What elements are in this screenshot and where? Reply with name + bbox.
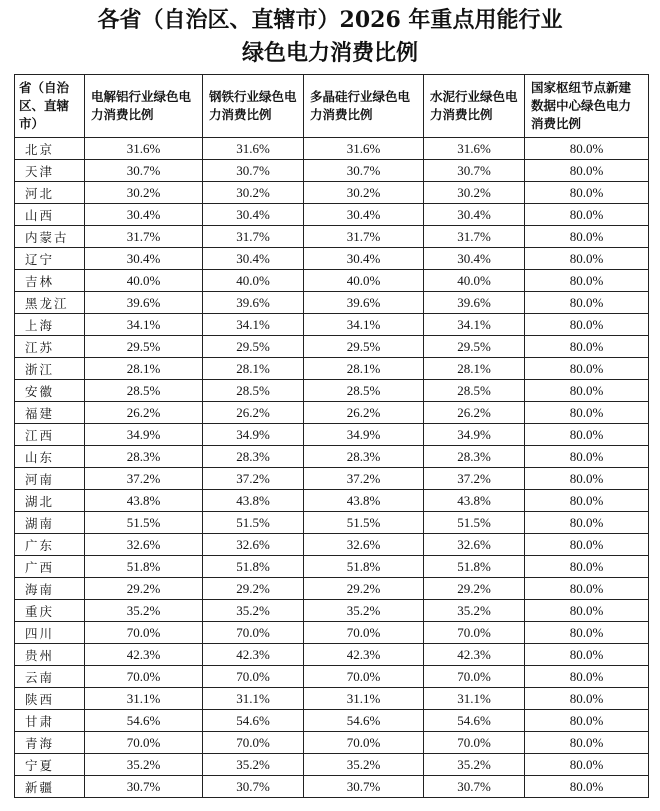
cement-cell: 30.4% bbox=[424, 204, 525, 226]
data-center-cell: 80.0% bbox=[525, 182, 649, 204]
table-row bbox=[15, 556, 649, 578]
table-row bbox=[15, 402, 649, 424]
data-center-cell: 80.0% bbox=[525, 380, 649, 402]
steel-cell: 30.7% bbox=[203, 160, 304, 182]
cement-cell: 35.2% bbox=[424, 600, 525, 622]
cement-cell: 26.2% bbox=[424, 402, 525, 424]
polysilicon-cell: 39.6% bbox=[304, 292, 424, 314]
aluminum-cell: 30.4% bbox=[85, 248, 203, 270]
province-cell: 安徽 bbox=[15, 380, 85, 402]
province-cell: 辽宁 bbox=[15, 248, 85, 270]
aluminum-cell: 34.9% bbox=[85, 424, 203, 446]
table-row bbox=[15, 578, 649, 600]
table-row bbox=[15, 710, 649, 732]
cement-cell: 42.3% bbox=[424, 644, 525, 666]
steel-cell: 28.3% bbox=[203, 446, 304, 468]
cement-cell: 29.2% bbox=[424, 578, 525, 600]
table-row bbox=[15, 468, 649, 490]
steel-cell: 30.7% bbox=[203, 776, 304, 798]
table-row bbox=[15, 138, 649, 160]
cement-cell: 37.2% bbox=[424, 468, 525, 490]
cement-cell: 70.0% bbox=[424, 732, 525, 754]
province-cell: 山西 bbox=[15, 204, 85, 226]
steel-cell: 70.0% bbox=[203, 622, 304, 644]
table-row bbox=[15, 732, 649, 754]
polysilicon-cell: 51.8% bbox=[304, 556, 424, 578]
data-center-cell: 80.0% bbox=[525, 666, 649, 688]
cement-cell: 30.7% bbox=[424, 776, 525, 798]
aluminum-cell: 29.2% bbox=[85, 578, 203, 600]
steel-cell: 39.6% bbox=[203, 292, 304, 314]
data-center-cell: 80.0% bbox=[525, 490, 649, 512]
polysilicon-cell: 30.7% bbox=[304, 160, 424, 182]
aluminum-cell: 28.5% bbox=[85, 380, 203, 402]
polysilicon-cell: 30.4% bbox=[304, 248, 424, 270]
polysilicon-cell: 35.2% bbox=[304, 754, 424, 776]
table-row bbox=[15, 666, 649, 688]
cement-cell: 30.4% bbox=[424, 248, 525, 270]
cement-cell: 39.6% bbox=[424, 292, 525, 314]
aluminum-cell: 30.7% bbox=[85, 160, 203, 182]
steel-cell: 28.5% bbox=[203, 380, 304, 402]
aluminum-cell: 70.0% bbox=[85, 666, 203, 688]
header-province: 省（自治区、直辖市） bbox=[15, 75, 85, 138]
table-row bbox=[15, 688, 649, 710]
polysilicon-cell: 43.8% bbox=[304, 490, 424, 512]
steel-cell: 35.2% bbox=[203, 600, 304, 622]
polysilicon-cell: 70.0% bbox=[304, 732, 424, 754]
data-center-cell: 80.0% bbox=[525, 314, 649, 336]
data-center-cell: 80.0% bbox=[525, 138, 649, 160]
data-center-cell: 80.0% bbox=[525, 468, 649, 490]
data-center-cell: 80.0% bbox=[525, 644, 649, 666]
cement-cell: 29.5% bbox=[424, 336, 525, 358]
province-cell: 湖北 bbox=[15, 490, 85, 512]
table-row bbox=[15, 512, 649, 534]
header-polysilicon: 多晶硅行业绿色电力消费比例 bbox=[304, 75, 424, 138]
polysilicon-cell: 34.1% bbox=[304, 314, 424, 336]
steel-cell: 42.3% bbox=[203, 644, 304, 666]
aluminum-cell: 42.3% bbox=[85, 644, 203, 666]
cement-cell: 51.5% bbox=[424, 512, 525, 534]
steel-cell: 28.1% bbox=[203, 358, 304, 380]
data-center-cell: 80.0% bbox=[525, 622, 649, 644]
province-cell: 广西 bbox=[15, 556, 85, 578]
cement-cell: 28.1% bbox=[424, 358, 525, 380]
cement-cell: 51.8% bbox=[424, 556, 525, 578]
aluminum-cell: 34.1% bbox=[85, 314, 203, 336]
steel-cell: 51.8% bbox=[203, 556, 304, 578]
table-row bbox=[15, 754, 649, 776]
table-row bbox=[15, 490, 649, 512]
aluminum-cell: 54.6% bbox=[85, 710, 203, 732]
data-center-cell: 80.0% bbox=[525, 292, 649, 314]
data-center-cell: 80.0% bbox=[525, 424, 649, 446]
table-row bbox=[15, 644, 649, 666]
steel-cell: 26.2% bbox=[203, 402, 304, 424]
steel-cell: 29.2% bbox=[203, 578, 304, 600]
steel-cell: 30.4% bbox=[203, 248, 304, 270]
data-center-cell: 80.0% bbox=[525, 534, 649, 556]
aluminum-cell: 28.3% bbox=[85, 446, 203, 468]
data-center-cell: 80.0% bbox=[525, 512, 649, 534]
table-row bbox=[15, 204, 649, 226]
table-row bbox=[15, 776, 649, 798]
polysilicon-cell: 34.9% bbox=[304, 424, 424, 446]
steel-cell: 70.0% bbox=[203, 732, 304, 754]
data-center-cell: 80.0% bbox=[525, 754, 649, 776]
steel-cell: 40.0% bbox=[203, 270, 304, 292]
cement-cell: 34.9% bbox=[424, 424, 525, 446]
data-center-cell: 80.0% bbox=[525, 160, 649, 182]
province-cell: 陕西 bbox=[15, 688, 85, 710]
steel-cell: 54.6% bbox=[203, 710, 304, 732]
table-body bbox=[15, 138, 649, 798]
table-header-row bbox=[15, 75, 649, 138]
aluminum-cell: 39.6% bbox=[85, 292, 203, 314]
province-cell: 广东 bbox=[15, 534, 85, 556]
table-row bbox=[15, 314, 649, 336]
aluminum-cell: 30.2% bbox=[85, 182, 203, 204]
polysilicon-cell: 26.2% bbox=[304, 402, 424, 424]
steel-cell: 30.4% bbox=[203, 204, 304, 226]
steel-cell: 34.9% bbox=[203, 424, 304, 446]
cement-cell: 40.0% bbox=[424, 270, 525, 292]
province-cell: 福建 bbox=[15, 402, 85, 424]
aluminum-cell: 70.0% bbox=[85, 732, 203, 754]
aluminum-cell: 35.2% bbox=[85, 754, 203, 776]
polysilicon-cell: 54.6% bbox=[304, 710, 424, 732]
aluminum-cell: 26.2% bbox=[85, 402, 203, 424]
data-center-cell: 80.0% bbox=[525, 732, 649, 754]
aluminum-cell: 32.6% bbox=[85, 534, 203, 556]
table-row bbox=[15, 292, 649, 314]
province-cell: 黑龙江 bbox=[15, 292, 85, 314]
polysilicon-cell: 31.6% bbox=[304, 138, 424, 160]
steel-cell: 31.1% bbox=[203, 688, 304, 710]
cement-cell: 31.6% bbox=[424, 138, 525, 160]
aluminum-cell: 30.7% bbox=[85, 776, 203, 798]
polysilicon-cell: 28.1% bbox=[304, 358, 424, 380]
aluminum-cell: 35.2% bbox=[85, 600, 203, 622]
table-row bbox=[15, 182, 649, 204]
province-cell: 云南 bbox=[15, 666, 85, 688]
aluminum-cell: 40.0% bbox=[85, 270, 203, 292]
data-center-cell: 80.0% bbox=[525, 600, 649, 622]
aluminum-cell: 30.4% bbox=[85, 204, 203, 226]
province-cell: 海南 bbox=[15, 578, 85, 600]
cement-cell: 35.2% bbox=[424, 754, 525, 776]
data-center-cell: 80.0% bbox=[525, 446, 649, 468]
data-center-cell: 80.0% bbox=[525, 248, 649, 270]
table-row bbox=[15, 270, 649, 292]
province-cell: 贵州 bbox=[15, 644, 85, 666]
data-center-cell: 80.0% bbox=[525, 402, 649, 424]
polysilicon-cell: 31.1% bbox=[304, 688, 424, 710]
table-row bbox=[15, 600, 649, 622]
province-cell: 河南 bbox=[15, 468, 85, 490]
polysilicon-cell: 30.4% bbox=[304, 204, 424, 226]
aluminum-cell: 43.8% bbox=[85, 490, 203, 512]
steel-cell: 31.6% bbox=[203, 138, 304, 160]
steel-cell: 70.0% bbox=[203, 666, 304, 688]
province-cell: 北京 bbox=[15, 138, 85, 160]
data-center-cell: 80.0% bbox=[525, 710, 649, 732]
table-row bbox=[15, 380, 649, 402]
polysilicon-cell: 32.6% bbox=[304, 534, 424, 556]
province-cell: 甘肃 bbox=[15, 710, 85, 732]
steel-cell: 32.6% bbox=[203, 534, 304, 556]
polysilicon-cell: 37.2% bbox=[304, 468, 424, 490]
aluminum-cell: 37.2% bbox=[85, 468, 203, 490]
province-cell: 天津 bbox=[15, 160, 85, 182]
aluminum-cell: 51.5% bbox=[85, 512, 203, 534]
aluminum-cell: 31.6% bbox=[85, 138, 203, 160]
polysilicon-cell: 70.0% bbox=[304, 666, 424, 688]
aluminum-cell: 29.5% bbox=[85, 336, 203, 358]
data-center-cell: 80.0% bbox=[525, 270, 649, 292]
cement-cell: 28.3% bbox=[424, 446, 525, 468]
header-data-center: 国家枢纽节点新建数据中心绿色电力消费比例 bbox=[525, 75, 649, 138]
data-center-cell: 80.0% bbox=[525, 336, 649, 358]
page-title: 各省（自治区、直辖市）2026 年重点用能行业 bbox=[97, 7, 563, 33]
header-aluminum: 电解铝行业绿色电力消费比例 bbox=[85, 75, 203, 138]
cement-cell: 30.7% bbox=[424, 160, 525, 182]
aluminum-cell: 31.7% bbox=[85, 226, 203, 248]
data-center-cell: 80.0% bbox=[525, 688, 649, 710]
cement-cell: 54.6% bbox=[424, 710, 525, 732]
cement-cell: 31.1% bbox=[424, 688, 525, 710]
province-cell: 重庆 bbox=[15, 600, 85, 622]
steel-cell: 37.2% bbox=[203, 468, 304, 490]
data-center-cell: 80.0% bbox=[525, 358, 649, 380]
province-cell: 宁夏 bbox=[15, 754, 85, 776]
province-cell: 湖南 bbox=[15, 512, 85, 534]
steel-cell: 34.1% bbox=[203, 314, 304, 336]
polysilicon-cell: 30.2% bbox=[304, 182, 424, 204]
province-cell: 浙江 bbox=[15, 358, 85, 380]
cement-cell: 30.2% bbox=[424, 182, 525, 204]
header-steel: 钢铁行业绿色电力消费比例 bbox=[203, 75, 304, 138]
data-center-cell: 80.0% bbox=[525, 578, 649, 600]
table-row bbox=[15, 534, 649, 556]
table-row bbox=[15, 358, 649, 380]
province-cell: 新疆 bbox=[15, 776, 85, 798]
polysilicon-cell: 28.5% bbox=[304, 380, 424, 402]
polysilicon-cell: 35.2% bbox=[304, 600, 424, 622]
polysilicon-cell: 51.5% bbox=[304, 512, 424, 534]
polysilicon-cell: 40.0% bbox=[304, 270, 424, 292]
data-center-cell: 80.0% bbox=[525, 204, 649, 226]
aluminum-cell: 70.0% bbox=[85, 622, 203, 644]
table-row bbox=[15, 622, 649, 644]
data-center-cell: 80.0% bbox=[525, 226, 649, 248]
polysilicon-cell: 42.3% bbox=[304, 644, 424, 666]
data-center-cell: 80.0% bbox=[525, 776, 649, 798]
province-cell: 江苏 bbox=[15, 336, 85, 358]
province-cell: 上海 bbox=[15, 314, 85, 336]
page-subtitle: 绿色电力消费比例 bbox=[241, 40, 418, 66]
steel-cell: 43.8% bbox=[203, 490, 304, 512]
table-row bbox=[15, 226, 649, 248]
province-cell: 河北 bbox=[15, 182, 85, 204]
cement-cell: 31.7% bbox=[424, 226, 525, 248]
table-row bbox=[15, 446, 649, 468]
polysilicon-cell: 29.5% bbox=[304, 336, 424, 358]
table-row bbox=[15, 248, 649, 270]
table-row bbox=[15, 424, 649, 446]
polysilicon-cell: 30.7% bbox=[304, 776, 424, 798]
province-cell: 内蒙古 bbox=[15, 226, 85, 248]
polysilicon-cell: 29.2% bbox=[304, 578, 424, 600]
consumption-table bbox=[14, 74, 649, 798]
polysilicon-cell: 28.3% bbox=[304, 446, 424, 468]
aluminum-cell: 31.1% bbox=[85, 688, 203, 710]
header-cement: 水泥行业绿色电力消费比例 bbox=[424, 75, 525, 138]
province-cell: 山东 bbox=[15, 446, 85, 468]
table-row bbox=[15, 336, 649, 358]
steel-cell: 30.2% bbox=[203, 182, 304, 204]
cement-cell: 34.1% bbox=[424, 314, 525, 336]
cement-cell: 70.0% bbox=[424, 622, 525, 644]
aluminum-cell: 28.1% bbox=[85, 358, 203, 380]
province-cell: 吉林 bbox=[15, 270, 85, 292]
cement-cell: 70.0% bbox=[424, 666, 525, 688]
cement-cell: 43.8% bbox=[424, 490, 525, 512]
province-cell: 四川 bbox=[15, 622, 85, 644]
steel-cell: 51.5% bbox=[203, 512, 304, 534]
steel-cell: 31.7% bbox=[203, 226, 304, 248]
polysilicon-cell: 70.0% bbox=[304, 622, 424, 644]
cement-cell: 28.5% bbox=[424, 380, 525, 402]
polysilicon-cell: 31.7% bbox=[304, 226, 424, 248]
table-row bbox=[15, 160, 649, 182]
steel-cell: 29.5% bbox=[203, 336, 304, 358]
data-center-cell: 80.0% bbox=[525, 556, 649, 578]
aluminum-cell: 51.8% bbox=[85, 556, 203, 578]
province-cell: 青海 bbox=[15, 732, 85, 754]
steel-cell: 35.2% bbox=[203, 754, 304, 776]
cement-cell: 32.6% bbox=[424, 534, 525, 556]
province-cell: 江西 bbox=[15, 424, 85, 446]
